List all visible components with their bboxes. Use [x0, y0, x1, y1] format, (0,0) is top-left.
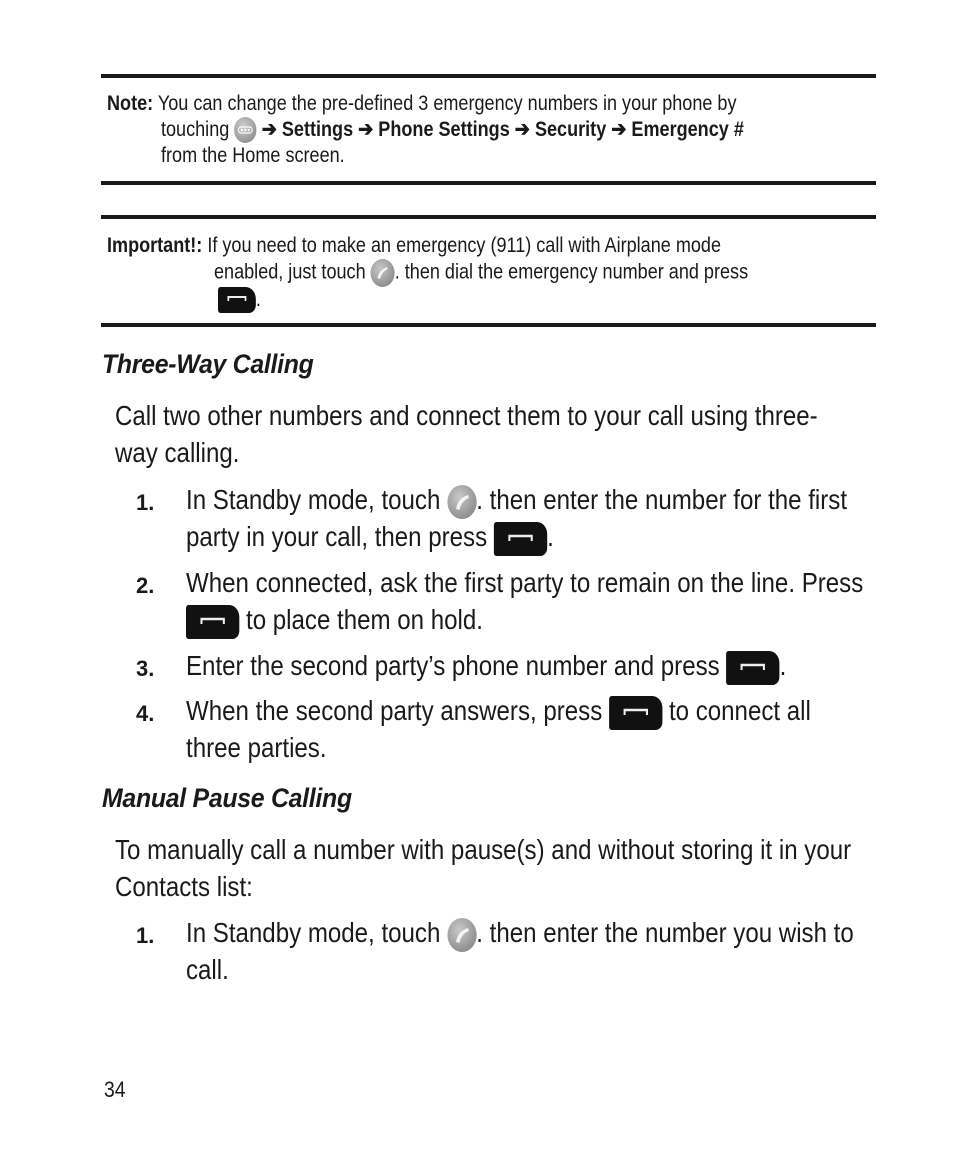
send-call-key-icon	[186, 605, 239, 639]
important-text-2a: enabled, just touch	[214, 260, 366, 284]
important-top-rule	[101, 215, 876, 219]
step-text: .	[547, 521, 554, 552]
manual-pause-step-1-line-2: call.	[186, 954, 229, 985]
manual-pause-step-1-line-1	[186, 914, 854, 952]
step-text: When the second party answers, press	[186, 695, 603, 726]
note-arrow-3: ➔	[514, 118, 530, 141]
phone-handset-icon	[447, 918, 476, 952]
important-line-3	[218, 287, 261, 313]
note-path-security: Security	[534, 118, 607, 141]
three-way-intro-1: Call two other numbers and connect them to your call using three-	[115, 400, 818, 431]
three-way-step-2-line-1: When connected, ask the first party to remain on the line. Press	[186, 567, 864, 598]
three-way-step-4-line-2: three parties.	[186, 732, 327, 763]
step-text: . then enter the number for the first	[476, 484, 848, 515]
important-bottom-rule	[101, 323, 876, 327]
step-text: party in your call, then press	[186, 521, 488, 552]
three-way-intro-2: way calling.	[115, 437, 240, 468]
three-way-heading: Three-Way Calling	[102, 349, 314, 379]
three-way-step-3-number: 3.	[136, 656, 155, 681]
note-text-3: from the Home screen.	[161, 144, 345, 167]
note-top-rule	[101, 74, 876, 78]
important-line-2	[214, 259, 748, 287]
send-call-key-icon	[494, 522, 547, 556]
manual-pause-intro-1: To manually call a number with pause(s) and without storing it in your	[115, 834, 852, 865]
note-arrow-4: ➔	[611, 118, 627, 141]
important-line-1	[107, 233, 721, 259]
note-arrow-1: ➔	[261, 118, 277, 141]
manual-pause-intro-2: Contacts list:	[115, 871, 253, 902]
menu-dots-icon	[234, 117, 256, 143]
three-way-step-1-line-1	[186, 481, 847, 519]
note-line-1	[107, 91, 737, 117]
three-way-step-3-line-1	[186, 647, 786, 685]
three-way-step-4-number: 4.	[136, 701, 155, 726]
note-path-emergency: Emergency #	[631, 118, 744, 141]
send-call-key-icon	[726, 651, 779, 685]
step-text: to connect all	[668, 695, 811, 726]
three-way-step-2-line-2	[186, 601, 483, 639]
phone-handset-icon	[447, 485, 476, 519]
note-touching: touching	[161, 118, 230, 141]
important-label: Important!:	[107, 234, 203, 257]
important-text-1: If you need to make an emergency (911) call with Airplane mode	[207, 234, 721, 257]
step-text: .	[779, 650, 787, 681]
manual-pause-step-1-number: 1.	[136, 923, 155, 948]
important-text-2b: . then dial the emergency number and press	[394, 260, 749, 284]
three-way-step-2-number: 2.	[136, 573, 155, 598]
page-number: 34	[104, 1077, 126, 1102]
step-text: Enter the second party’s phone number and press	[186, 650, 720, 681]
step-text: In Standby mode, touch	[186, 484, 441, 515]
note-line-3	[161, 143, 345, 169]
note-text-1: You can change the pre-defined 3 emergency numbers in your phone by	[157, 92, 737, 115]
step-text: . then enter the number you wish to	[476, 917, 854, 948]
three-way-step-1-line-2	[186, 518, 554, 556]
send-call-key-icon	[218, 287, 256, 313]
three-way-step-4-line-1	[186, 692, 811, 730]
note-line-2	[161, 117, 744, 143]
send-call-key-icon	[609, 696, 662, 730]
note-bottom-rule	[101, 181, 876, 185]
note-path-settings: Settings	[281, 118, 354, 141]
three-way-step-1-number: 1.	[136, 490, 155, 515]
note-path-phone-settings: Phone Settings	[378, 118, 510, 141]
step-text: to place them on hold.	[246, 604, 483, 635]
step-text: In Standby mode, touch	[186, 917, 441, 948]
manual-pause-heading: Manual Pause Calling	[102, 783, 352, 813]
important-text-3: .	[255, 288, 261, 311]
note-arrow-2: ➔	[358, 118, 374, 141]
note-label: Note:	[107, 92, 154, 115]
phone-handset-icon	[371, 259, 395, 287]
